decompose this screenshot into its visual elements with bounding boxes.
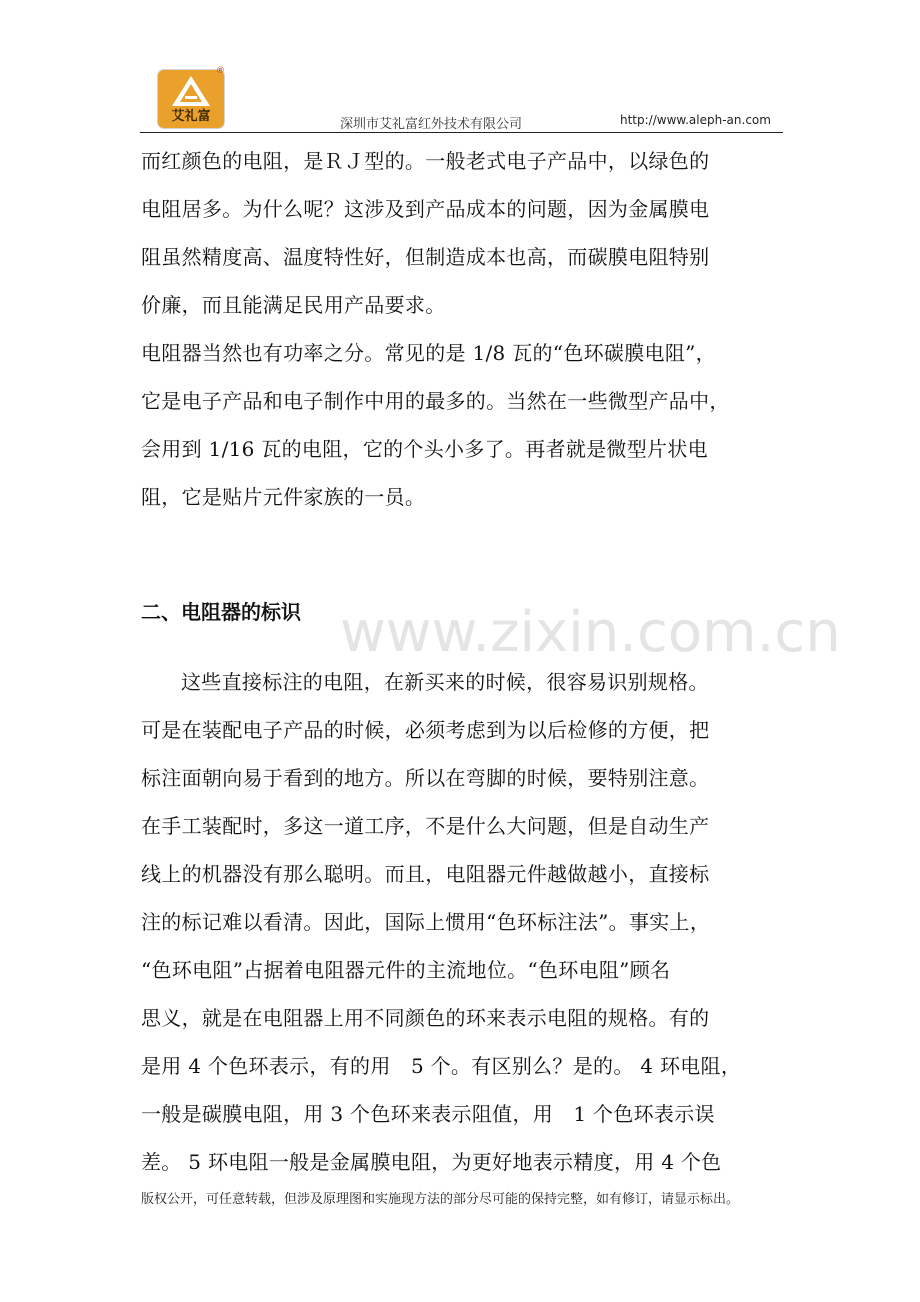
text-line: 思义，就是在电阻器上用不同颜色的环来表示电阻的规格。有的 — [141, 1006, 710, 1030]
paragraph-1 — [141, 137, 791, 329]
logo-text: 艾礼富 — [171, 109, 211, 124]
text-line: 电阻居多。为什么呢？这涉及到产品成本的问题，因为金属膜电 — [141, 197, 710, 221]
text-line: 可是在装配电子产品的时候，必须考虑到为以后检修的方便，把 — [141, 718, 710, 742]
text-line: 在手工装配时，多这一道工序，不是什么大问题，但是自动生产 — [141, 814, 710, 838]
text-line: “色环电阻”占据着电阻器元件的主流地位。“色环电阻”顾名 — [141, 958, 671, 982]
company-name: 深圳市艾礼富红外技术有限公司 — [340, 117, 523, 132]
paragraph-2 — [141, 329, 791, 521]
text-line: 它是电子产品和电子制作中用的最多的。当然在一些微型产品中， — [141, 389, 730, 413]
text-line: 电阻器当然也有功率之分。常见的是 1/8 瓦的“色环碳膜电阻”， — [141, 341, 716, 365]
company-logo — [158, 70, 224, 128]
company-url[interactable]: http://www.aleph-an.com — [620, 113, 771, 127]
paragraph-3 — [141, 658, 791, 1186]
text-line: 价廉，而且能满足民用产品要求。 — [141, 293, 446, 317]
text-line: 线上的机器没有那么聪明。而且，电阻器元件越做越小，直接标 — [141, 862, 710, 886]
text-line: 一般是碳膜电阻，用 3 个色环来表示阻值，用 1 个色环表示误 — [141, 1102, 715, 1126]
text-line: 这些直接标注的电阻，在新买来的时候，很容易识别规格。 — [181, 670, 709, 694]
text-line: 是用 4 个色环表示，有的用 5 个。有区别么？是的。 4 环电阻， — [141, 1054, 742, 1078]
header-divider — [140, 132, 783, 133]
watermark: www.zixin.com.cn — [340, 600, 841, 665]
text-line: 差。 5 环电阻一般是金属膜电阻，为更好地表示精度，用 4 个色 — [141, 1150, 722, 1174]
text-line: 阻，它是贴片元件家族的一员。 — [141, 485, 426, 509]
text-line: 会用到 1/16 瓦的电阻，它的个头小多了。再者就是微型片状电 — [141, 437, 708, 461]
text-line: 而红颜色的电阻，是ＲＪ型的。一般老式电子产品中，以绿色的 — [141, 149, 710, 173]
footer-notice: 版权公开，可任意转载，但涉及原理图和实施现方法的部分尽可能的保持完整，如有修订，请显示标出。 — [141, 1192, 740, 1207]
registered-mark: ® — [216, 66, 225, 76]
section-heading: 二、电阻器的标识 — [141, 600, 301, 624]
text-line: 注的标记难以看清。因此，国际上惯用“色环标注法”。事实上， — [141, 910, 711, 934]
text-line: 阻虽然精度高、温度特性好，但制造成本也高，而碳膜电阻特别 — [141, 245, 710, 269]
logo-triangle-icon — [170, 74, 212, 108]
text-line: 标注面朝向易于看到的地方。所以在弯脚的时候，要特别注意。 — [141, 766, 710, 790]
